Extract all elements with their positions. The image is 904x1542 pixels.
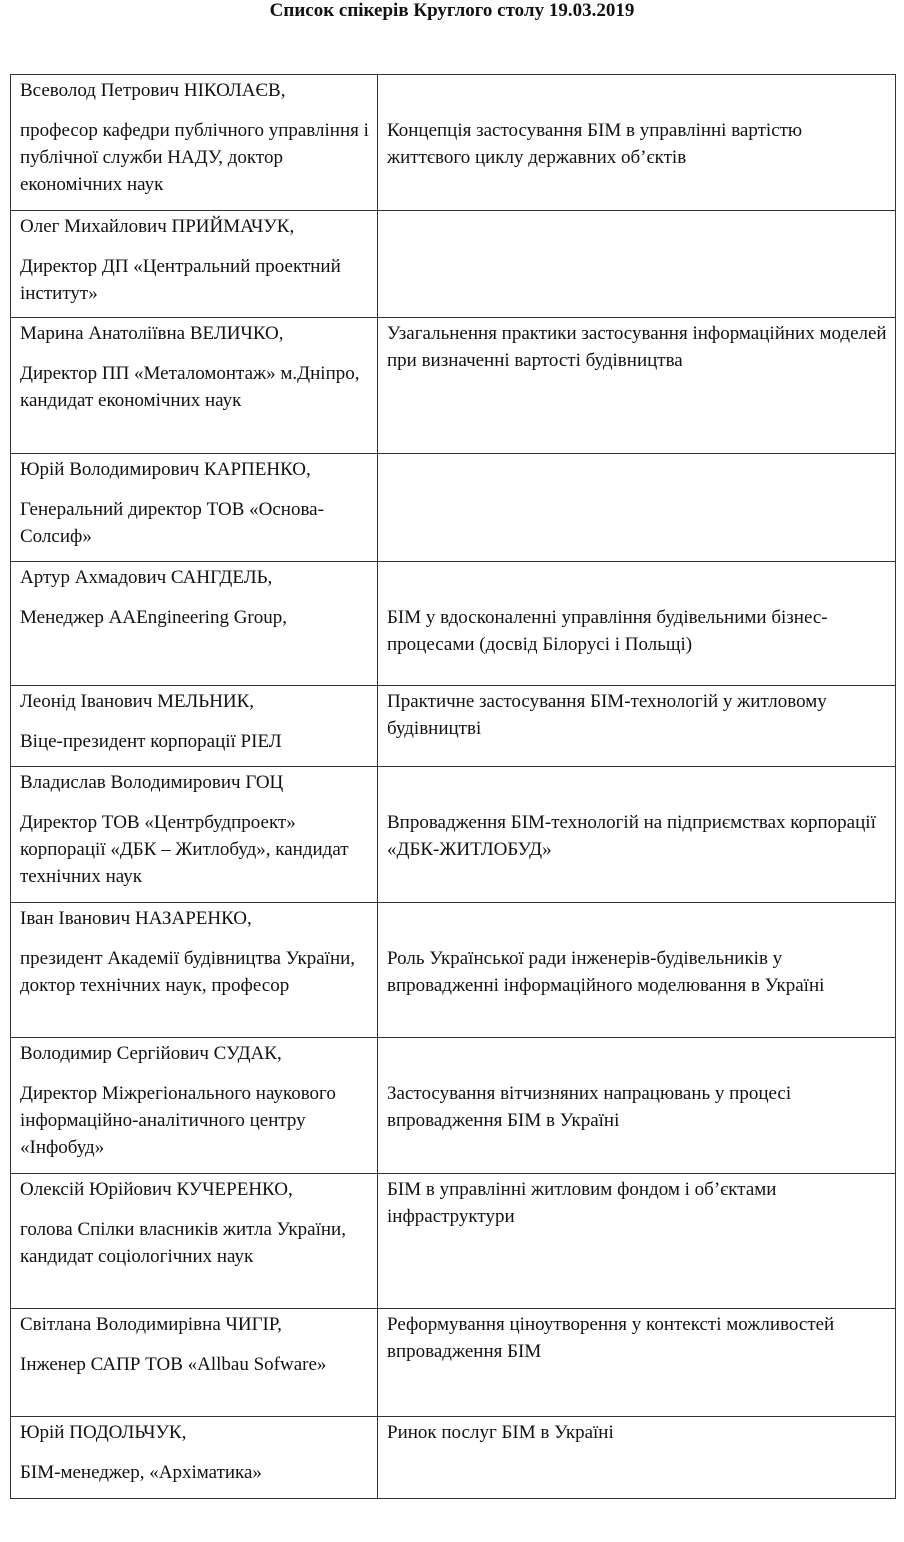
speaker-cell xyxy=(11,1417,378,1498)
topic-cell xyxy=(378,903,895,1037)
speaker-position: Інженер САПР ТОВ «Allbau Sofware» xyxy=(20,1354,327,1375)
topic-cell xyxy=(378,1038,895,1173)
table-row xyxy=(10,1417,896,1499)
speaker-position: БІМ-менеджер, «Архіматика» xyxy=(20,1462,262,1483)
speaker-cell xyxy=(11,75,378,210)
speaker-position: Директор ДП «Центральний проектний інститут» xyxy=(20,256,341,304)
speaker-name: Юрій Володимирович КАРПЕНКО, xyxy=(20,459,311,480)
topic-cell xyxy=(378,454,895,561)
speaker-position: президент Академії будівництва України, доктор технічних наук, професор xyxy=(20,948,356,996)
speaker-cell xyxy=(11,454,378,561)
table-row xyxy=(10,1038,896,1174)
speaker-position: Віце-президент корпорації РІЕЛ xyxy=(20,731,282,752)
talk-topic: Узагальнення практики застосування інформаційних моделей при визначенні вартості будівництва xyxy=(387,323,887,371)
speaker-cell xyxy=(11,767,378,902)
table-row xyxy=(10,211,896,318)
speaker-name: Олег Михайлович ПРИЙМАЧУК, xyxy=(20,216,295,237)
speaker-cell xyxy=(11,903,378,1037)
table-row xyxy=(10,318,896,454)
speaker-name: Владислав Володимирович ГОЦ xyxy=(20,772,284,793)
table-row xyxy=(10,1174,896,1309)
talk-topic: БІМ у вдосконаленні управління будівельними бізнес-процесами (досвід Білорусі і Польщі) xyxy=(387,607,828,655)
topic-cell xyxy=(378,562,895,685)
speaker-name: Світлана Володимирівна ЧИГІР, xyxy=(20,1314,282,1335)
talk-topic: БІМ в управлінні житловим фондом і об’єктами інфраструктури xyxy=(387,1179,777,1227)
speaker-cell xyxy=(11,1309,378,1416)
speaker-position: Директор ТОВ «Центрбудпроект» корпорації «ДБК – Житлобуд», кандидат технічних наук xyxy=(20,812,349,887)
speaker-position: Менеджер AAEngineering Group, xyxy=(20,607,288,628)
talk-topic: Реформування ціноутворення у контексті можливостей впровадження БІМ xyxy=(387,1314,835,1362)
talk-topic: Впровадження БІМ-технологій на підприємствах корпорації «ДБК-ЖИТЛОБУД» xyxy=(387,812,876,860)
speaker-position: голова Спілки власників житла України, кандидат соціологічних наук xyxy=(20,1219,346,1267)
speaker-name: Леонід Іванович МЕЛЬНИК, xyxy=(20,691,255,712)
talk-topic: Ринок послуг БІМ в Україні xyxy=(387,1422,614,1443)
speaker-cell xyxy=(11,1174,378,1308)
speaker-name: Іван Іванович НАЗАРЕНКО, xyxy=(20,908,252,929)
speaker-cell xyxy=(11,1038,378,1173)
speaker-name: Володимир Сергійович СУДАК, xyxy=(20,1043,282,1064)
talk-topic: Концепція застосування БІМ в управлінні вартістю життєвого циклу державних об’єктів xyxy=(387,120,803,168)
speaker-position: Директор ПП «Металомонтаж» м.Дніпро, кандидат економічних наук xyxy=(20,363,360,411)
topic-cell xyxy=(378,686,895,766)
speaker-cell xyxy=(11,318,378,453)
speaker-position: Директор Міжрегіонального наукового інформаційно-аналітичного центру «Інфобуд» xyxy=(20,1083,336,1158)
talk-topic: Застосування вітчизняних напрацювань у процесі впровадження БІМ в Україні xyxy=(387,1083,792,1131)
topic-cell xyxy=(378,1174,895,1308)
table-row xyxy=(10,74,896,211)
talk-topic: Роль Української ради інженерів-будівельників у впровадженні інформаційного моделювання в Україні xyxy=(387,948,825,996)
speaker-cell xyxy=(11,562,378,685)
speaker-name: Олексій Юрійович КУЧЕРЕНКО, xyxy=(20,1179,293,1200)
talk-topic: Практичне застосування БІМ-технологій у житловому будівництві xyxy=(387,691,827,739)
speaker-position: Генеральний директор ТОВ «Основа-Солсиф» xyxy=(20,499,324,547)
topic-cell xyxy=(378,75,895,210)
speaker-name: Юрій ПОДОЛЬЧУК, xyxy=(20,1422,187,1443)
table-row xyxy=(10,767,896,903)
document-title: Список спікерів Круглого столу 19.03.2019 xyxy=(269,0,635,21)
speaker-position: професор кафедри публічного управління і публічної служби НАДУ, доктор економічних наук xyxy=(20,120,369,195)
speaker-name: Артур Ахмадович САНГДЕЛЬ, xyxy=(20,567,273,588)
speaker-name: Марина Анатоліївна ВЕЛИЧКО, xyxy=(20,323,284,344)
table-row xyxy=(10,903,896,1038)
topic-cell xyxy=(378,767,895,902)
speaker-name: Всеволод Петрович НІКОЛАЄВ, xyxy=(20,80,286,101)
topic-cell xyxy=(378,318,895,453)
table-row xyxy=(10,1309,896,1417)
speaker-cell xyxy=(11,211,378,317)
table-row xyxy=(10,562,896,686)
topic-cell xyxy=(378,1417,895,1498)
table-row xyxy=(10,686,896,767)
speaker-cell xyxy=(11,686,378,766)
table-row xyxy=(10,454,896,562)
speakers-table xyxy=(10,74,896,1499)
topic-cell xyxy=(378,211,895,317)
topic-cell xyxy=(378,1309,895,1416)
